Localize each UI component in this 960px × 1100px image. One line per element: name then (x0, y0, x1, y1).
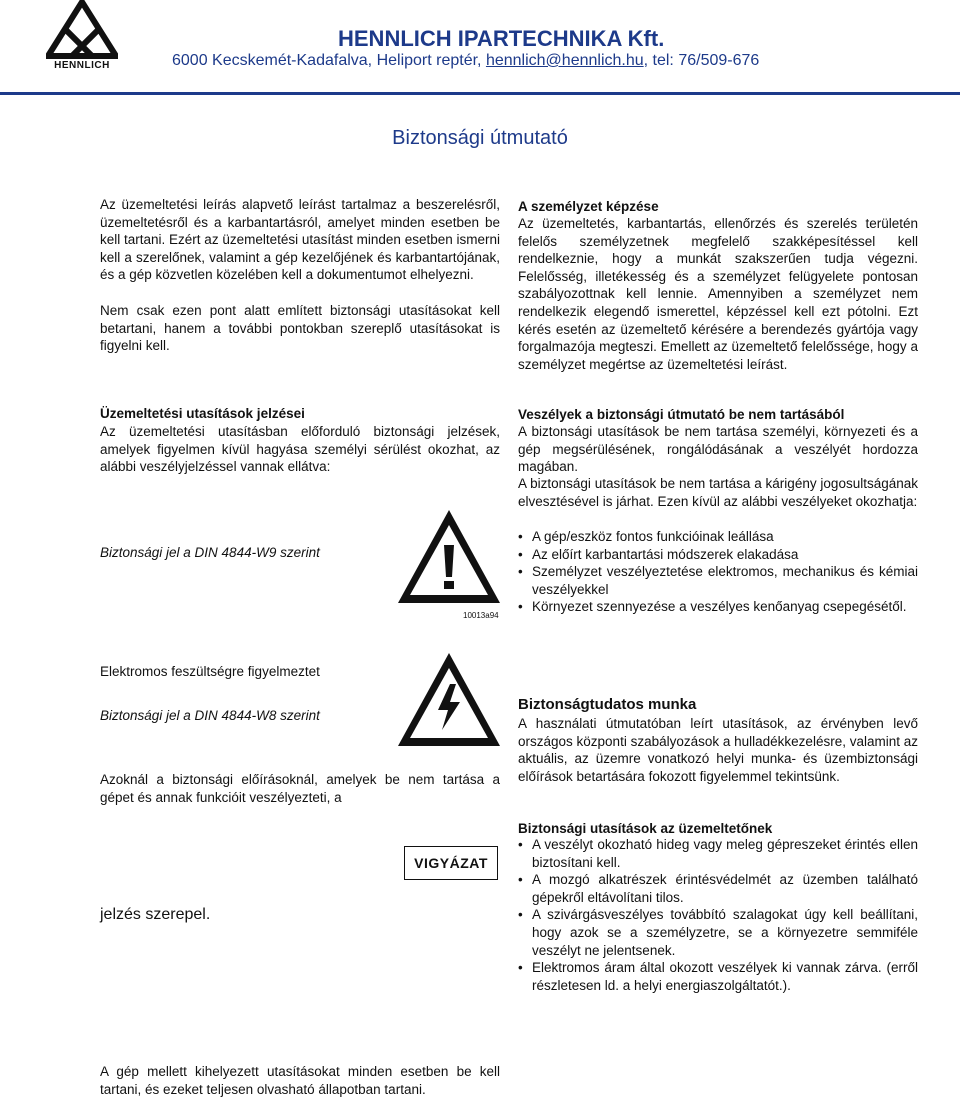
company-name: HENNLICH IPARTECHNIKA Kft. (338, 26, 665, 51)
intro-paragraph: Az üzemeltetési leírás alapvető leírást tartalmaz a beszerelésről, üzemeltetésről és a karbantartásról, amelyet minden esetben be kell tartani. Ezért az üzemeltetési utasítást minden esetben ismerni kell a szerelőnek, valamint a gép kezelőjének és karbantartójának, és a gép közvetlen közelében kell a dokumentumot elhelyezni. (100, 197, 500, 283)
general-warning-sign (394, 507, 504, 607)
header-divider (0, 92, 960, 95)
staff-text: Az üzemeltetés, karbantartás, ellenőrzés és szerelés területén felelős személyzetnek megfelelő szakképesítéssel kell rendelkeznie, hogy a munkát szakszerűen tudja végezni. Felelősség, illetékesség és a személyzet felügyelete pontosan szabályozottnak kell lennie. Amennyiben a személyzet nem rendelkezik elegendő ismerettel, képzéssel kell ezt pótolni. Ezt kérés esetén az üzemeltető kérésére a berendezés gyártója vagy forgalmazója megteszi. Emellett az üzemeltető felelőssége, hogy a személyzet megértse az üzemeltetési leírást. (518, 216, 918, 372)
dangers-text-1: A biztonsági utasítások be nem tartása személyi, környezeti és a gép megsérülésének, rongálódásának a veszélyét hordozza magában. (518, 424, 918, 475)
electric-warning-label: Elektromos feszültségre figyelmeztet (100, 664, 320, 679)
hennlich-logo (46, 0, 118, 74)
list-item: • Elektromos áram által okozott veszélyek ki vannak zárva. (erről részletesen ld. a helyi energiaszolgáltatót.). (532, 959, 918, 994)
warning-triangle-icon (394, 507, 504, 607)
operator-heading: Biztonsági utasítások az üzemeltetőnek (518, 821, 773, 836)
electric-warning-sign (394, 650, 504, 750)
awareness-text: A használati útmutatóban leírt utasítások, az érvényben levő országos központi szabályozások a hulladékkezelésre, valamint az aktuális, az üzemre vonatkozó helyi munka- és üzembiztonsági előírások betartására fokozott figyelemmel tekintsünk. (518, 716, 918, 784)
sign-code: 10013a94 (463, 611, 499, 620)
awareness-heading: Biztonságtudatos munka (518, 696, 697, 713)
list-item: • A mozgó alkatrészek érintésvédelmét az üzemben található gépekről eltávolítani tilos. (532, 871, 918, 906)
hennlich-logo-icon (46, 0, 118, 60)
staff-heading: A személyzet képzése (518, 199, 659, 214)
mark-appears-text: jelzés szerepel. (100, 906, 211, 923)
list-item: • Az előírt karbantartási módszerek elakadása (532, 546, 918, 564)
marking-heading: Üzemeltetési utasítások jelzései (100, 406, 305, 421)
dangers-text-2: A biztonsági utasítások be nem tartása a kárigény jogosultságának elvesztésével is járhat. Ezen kívül az alábbi veszélyeket okozhatja: (518, 476, 918, 509)
caution-label: VIGYÁZAT (404, 846, 498, 880)
page-title: Biztonsági útmutató (392, 127, 568, 149)
machine-caution-text: Azoknál a biztonsági előírásoknál, amelyek be nem tartása a gépet és annak funkcióit veszélyezteti, a (100, 772, 500, 805)
address-prefix: 6000 Kecskemét-Kadafalva, Heliport reptér, (172, 52, 486, 69)
company-address (172, 52, 759, 70)
list-item: • Környezet szennyezése a veszélyes kenőanyag csepegésétől. (532, 598, 918, 616)
dangers-heading: Veszélyek a biztonsági útmutató be nem tartásából (518, 407, 845, 422)
sign-w8-label: Biztonsági jel a DIN 4844-W8 szerint (100, 708, 320, 723)
operator-list (518, 836, 918, 994)
footer-text: A gép mellett kihelyezett utasításokat minden esetben be kell tartani, és ezeket teljesen olvasható állapotban tartani. (100, 1064, 500, 1097)
list-item: • A szivárgásveszélyes továbbító szalagokat úgy kell beállítani, hogy azok se a személyzetre, se a környezetre semmiféle veszélyt ne jelentsenek. (532, 906, 918, 959)
high-voltage-icon (394, 650, 504, 750)
operator-list-wrap (518, 836, 918, 994)
dangers-list (518, 528, 918, 616)
sign-w9-label: Biztonsági jel a DIN 4844-W9 szerint (100, 545, 320, 560)
address-suffix: , tel: 76/509-676 (643, 52, 760, 69)
marking-text: Az üzemeltetési utasításban előforduló biztonsági jelzések, amelyek figyelmen kívül hagyása személyi sérülést okozhat, az alábbi veszélyjelzéssel vannak ellátva: (100, 424, 500, 475)
email-link[interactable]: hennlich@hennlich.hu (485, 52, 644, 69)
logo-text: HENNLICH (54, 60, 110, 71)
list-item: • A veszélyt okozható hideg vagy meleg gépreszeket érintés ellen biztosítani kell. (532, 836, 918, 871)
list-item: • A gép/eszköz fontos funkcióinak leállása (532, 528, 918, 546)
dangers-list-wrap (518, 528, 918, 616)
intro-paragraph-2: Nem csak ezen pont alatt említett biztonsági utasításokat kell betartani, hanem a további pontokban szereplő utasításokat is figyelni kell. (100, 303, 500, 354)
list-item: • Személyzet veszélyeztetése elektromos, mechanikus és kémiai veszélyekkel (532, 563, 918, 598)
